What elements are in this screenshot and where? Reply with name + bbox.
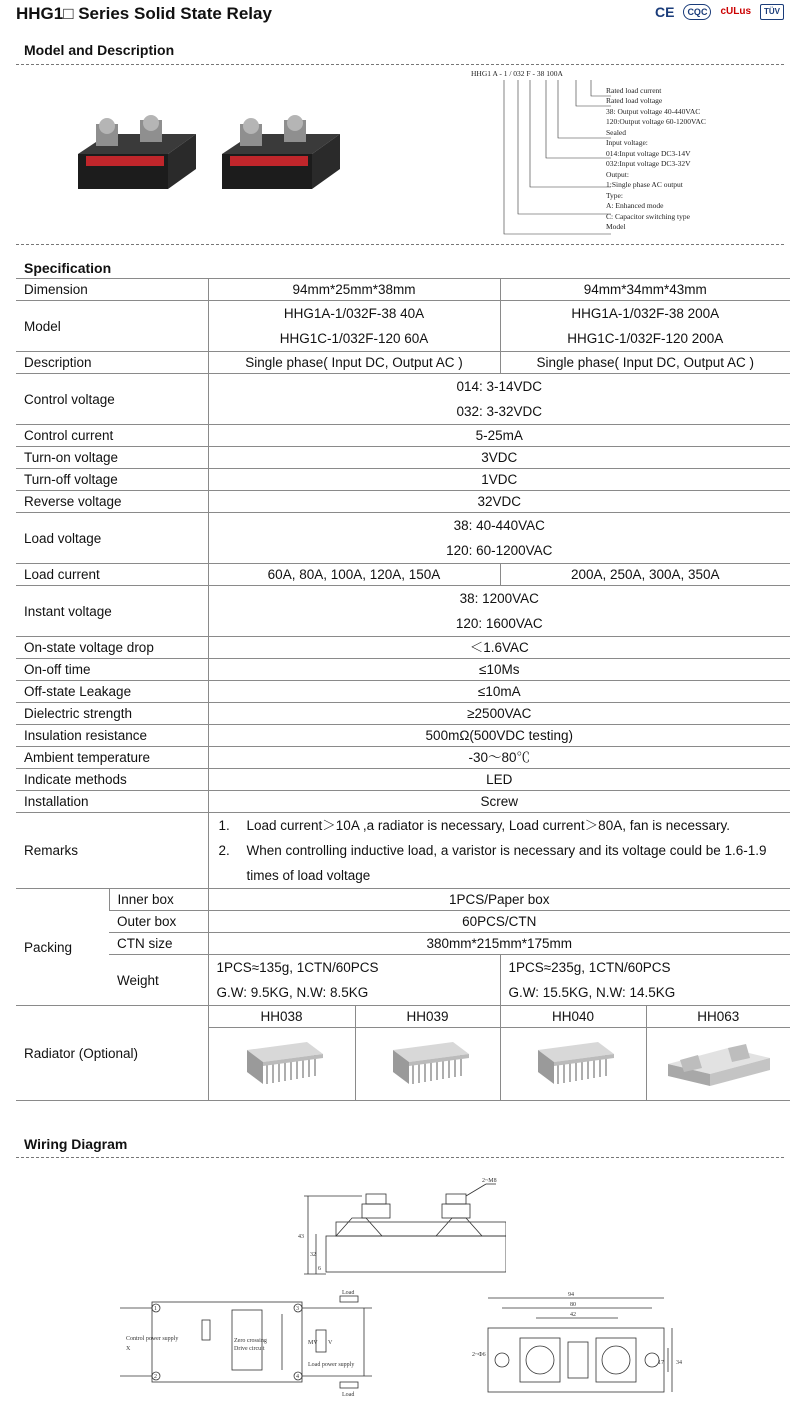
legend-item: Sealed — [606, 127, 626, 137]
radiator-cell — [500, 1006, 646, 1101]
row-label: CTN size — [109, 933, 208, 955]
table-row — [16, 703, 790, 725]
dim-label: 2~Φ6 — [472, 1352, 486, 1358]
legend-item: Model — [606, 222, 626, 231]
legend-item: Type: — [606, 190, 623, 200]
radiator-model: HH040 — [501, 1006, 646, 1028]
control-supply-label: Control power supply — [126, 1336, 179, 1342]
table-row — [16, 301, 790, 352]
row-label: Insulation resistance — [16, 725, 208, 747]
table-row — [16, 889, 790, 911]
dim-label: 6 — [318, 1266, 321, 1272]
model-code: HHG1 A - 1 / 032 F - 38 100A — [471, 69, 563, 78]
cv-1: 014: 3-14VDC — [456, 379, 543, 394]
table-row — [16, 374, 790, 425]
cell-value — [208, 513, 790, 564]
radiator-cell — [646, 1006, 790, 1101]
ce-logo: CE — [654, 4, 675, 20]
legend-item: 120:Output voltage 60-1200VAC — [606, 117, 706, 126]
legend-item: 38: Output voltage 40-440VAC — [606, 106, 701, 116]
table-row — [16, 447, 790, 469]
dim-label: 80 — [570, 1302, 576, 1308]
legend-item: Rated load voltage — [606, 96, 663, 105]
heatsink-image — [658, 1028, 778, 1094]
iv-1: 38: 1200VAC — [459, 591, 539, 606]
circuit-diagram — [112, 1290, 392, 1400]
table-row — [16, 747, 790, 769]
heatsink-image — [227, 1028, 337, 1094]
row-label: Weight — [109, 955, 208, 1006]
terminal-label: 2 — [154, 1374, 157, 1380]
weight-a2: G.W: 9.5KG, N.W: 8.5KG — [216, 985, 369, 1000]
relay-top-view — [472, 1288, 692, 1398]
model-b1: HHG1A-1/032F-38 200A — [571, 306, 720, 321]
cell-value: 32VDC — [208, 491, 790, 513]
row-label: Indicate methods — [16, 769, 208, 791]
row-label: Remarks — [16, 813, 208, 889]
table-row — [16, 425, 790, 447]
dim-label: 94 — [568, 1292, 574, 1298]
row-label: Control voltage — [16, 374, 208, 425]
remarks-cell — [208, 813, 790, 889]
cell-value: 5-25mA — [208, 425, 790, 447]
cell-value: 94mm*25mm*38mm — [208, 279, 500, 301]
mv-label: MV — [308, 1340, 318, 1346]
table-row — [16, 586, 790, 637]
cell-value: ≤10mA — [208, 681, 790, 703]
legend-item: A: Enhanced mode — [606, 201, 664, 210]
page-title: HHG1□ Series Solid State Relay — [16, 4, 272, 23]
cell-value: -30～80℃ — [208, 747, 790, 769]
load-supply-label: Load power supply — [308, 1362, 355, 1368]
table-row — [16, 791, 790, 813]
row-label: Ambient temperature — [16, 747, 208, 769]
legend-item: Rated load current — [606, 85, 662, 95]
cell-value: 500mΩ(500VDC testing) — [208, 725, 790, 747]
x-label: X — [126, 1346, 131, 1352]
ul-logo: cULus — [720, 6, 751, 17]
cv-2: 032: 3-32VDC — [456, 404, 543, 419]
table-row — [16, 725, 790, 747]
model-section-title: Model and Description — [24, 42, 175, 58]
weight-a1: 1PCS≈135g, 1CTN/60PCS — [216, 960, 379, 975]
cell-value: ≥2500VAC — [208, 703, 790, 725]
dim-label: 17 — [658, 1360, 664, 1366]
model-b2: HHG1C-1/032F-120 200A — [567, 331, 724, 346]
table-row — [16, 637, 790, 659]
legend-item: Output: — [606, 169, 629, 179]
cell-value: ＜1.6VAC — [208, 637, 790, 659]
table-row — [16, 769, 790, 791]
remark-num: 2. — [218, 843, 230, 858]
terminal-label: 1 — [154, 1306, 157, 1312]
cell-value — [208, 374, 790, 425]
cell-value — [500, 955, 790, 1006]
row-label: Dimension — [16, 279, 208, 301]
table-row — [16, 491, 790, 513]
row-label: Packing — [16, 889, 109, 1006]
cell-value: 94mm*34mm*43mm — [500, 279, 790, 301]
cell-value: Single phase( Input DC, Output AC ) — [500, 352, 790, 374]
dim-label: 42 — [570, 1312, 576, 1318]
weight-b1: 1PCS≈235g, 1CTN/60PCS — [508, 960, 671, 975]
iv-2: 120: 1600VAC — [455, 616, 543, 631]
load-label: Load — [342, 1290, 355, 1296]
legend-item: 032:Input voltage DC3-32V — [606, 159, 691, 168]
cell-value: Single phase( Input DC, Output AC ) — [208, 352, 500, 374]
load-label: Load — [342, 1392, 355, 1398]
row-label: Turn-off voltage — [16, 469, 208, 491]
row-label: Outer box — [109, 911, 208, 933]
wiring-diagram — [0, 1160, 800, 1407]
relay-image — [68, 114, 198, 192]
drive-circuit-label: Drive circuit — [234, 1346, 265, 1352]
remark-1: Load current＞10A ,a radiator is necessary, Load current＞80A, fan is necessary. — [246, 818, 731, 833]
tuv-logo: TÜV — [760, 4, 784, 20]
dim-label: 34 — [676, 1360, 682, 1366]
table-row — [16, 564, 790, 586]
cell-value: LED — [208, 769, 790, 791]
row-label: Radiator (Optional) — [16, 1006, 208, 1101]
divider — [16, 244, 784, 245]
cell-value — [208, 955, 500, 1006]
table-row — [16, 659, 790, 681]
row-label: Reverse voltage — [16, 491, 208, 513]
radiator-model: HH038 — [209, 1006, 355, 1028]
heatsink-image — [518, 1028, 628, 1094]
relay-side-view — [296, 1174, 506, 1284]
relay-image — [212, 114, 342, 192]
row-label: Installation — [16, 791, 208, 813]
weight-b2: G.W: 15.5KG, N.W: 14.5KG — [508, 985, 676, 1000]
row-label: Inner box — [109, 889, 208, 911]
table-row — [16, 513, 790, 564]
cqc-logo: CQC — [683, 4, 711, 20]
dim-label: 2~M8 — [482, 1178, 497, 1184]
dim-label: 43 — [298, 1234, 304, 1240]
cell-value — [500, 301, 790, 352]
lv-2: 120: 60-1200VAC — [446, 543, 553, 558]
row-label: On-off time — [16, 659, 208, 681]
table-row — [16, 279, 790, 301]
legend-item: 1:Single phase AC output — [606, 180, 683, 189]
row-label: Off-state Leakage — [16, 681, 208, 703]
cell-value: 380mm*215mm*175mm — [208, 933, 790, 955]
terminal-label: 3 — [296, 1306, 299, 1312]
radiator-cell — [208, 1006, 355, 1101]
spec-table — [16, 278, 790, 1101]
table-row — [16, 813, 790, 889]
row-label: Control current — [16, 425, 208, 447]
row-label: Load voltage — [16, 513, 208, 564]
spec-section-title: Specification — [24, 260, 112, 276]
model-block — [16, 64, 784, 244]
radiator-model: HH063 — [647, 1006, 791, 1028]
terminal-label: 4 — [296, 1374, 299, 1380]
table-row — [16, 911, 790, 933]
row-label: Load current — [16, 564, 208, 586]
zero-crossing-label: Zero crossing — [234, 1338, 267, 1344]
table-row — [16, 469, 790, 491]
cell-value — [208, 301, 500, 352]
row-label: Description — [16, 352, 208, 374]
row-label: Turn-on voltage — [16, 447, 208, 469]
legend-item: 014:Input voltage DC3-14V — [606, 148, 691, 158]
table-row — [16, 955, 790, 1006]
row-label: Dielectric strength — [16, 703, 208, 725]
table-row — [16, 1006, 790, 1101]
cell-value — [208, 586, 790, 637]
divider — [16, 1157, 784, 1158]
legend-leader-lines — [496, 74, 616, 239]
dim-label: 32 — [310, 1252, 316, 1258]
cell-value: 1VDC — [208, 469, 790, 491]
cert-logos — [652, 4, 784, 20]
cell-value: 200A, 250A, 300A, 350A — [500, 564, 790, 586]
row-label: Model — [16, 301, 208, 352]
table-row — [16, 681, 790, 703]
remark-2: When controlling inductive load, a varistor is necessary and its voltage could be 1.6-1.9 times of load voltage — [246, 843, 767, 883]
legend-item: Input voltage: — [606, 138, 648, 147]
cell-value: ≤10Ms — [208, 659, 790, 681]
cell-value: 60A, 80A, 100A, 120A, 150A — [208, 564, 500, 586]
lv-1: 38: 40-440VAC — [453, 518, 545, 533]
cell-value: Screw — [208, 791, 790, 813]
remark-num: 1. — [218, 818, 230, 833]
table-row — [16, 352, 790, 374]
cell-value: 3VDC — [208, 447, 790, 469]
cell-value: 1PCS/Paper box — [208, 889, 790, 911]
wiring-section-title: Wiring Diagram — [24, 1136, 128, 1152]
heatsink-image — [373, 1028, 483, 1094]
row-label: Instant voltage — [16, 586, 208, 637]
radiator-cell — [355, 1006, 500, 1101]
model-a1: HHG1A-1/032F-38 40A — [283, 306, 425, 321]
legend-item: C: Capacitor switching type — [606, 211, 690, 221]
v-label: V — [328, 1340, 333, 1346]
radiator-model: HH039 — [356, 1006, 500, 1028]
cell-value: 60PCS/CTN — [208, 911, 790, 933]
row-label: On-state voltage drop — [16, 637, 208, 659]
table-row — [16, 933, 790, 955]
model-a2: HHG1C-1/032F-120 60A — [279, 331, 429, 346]
